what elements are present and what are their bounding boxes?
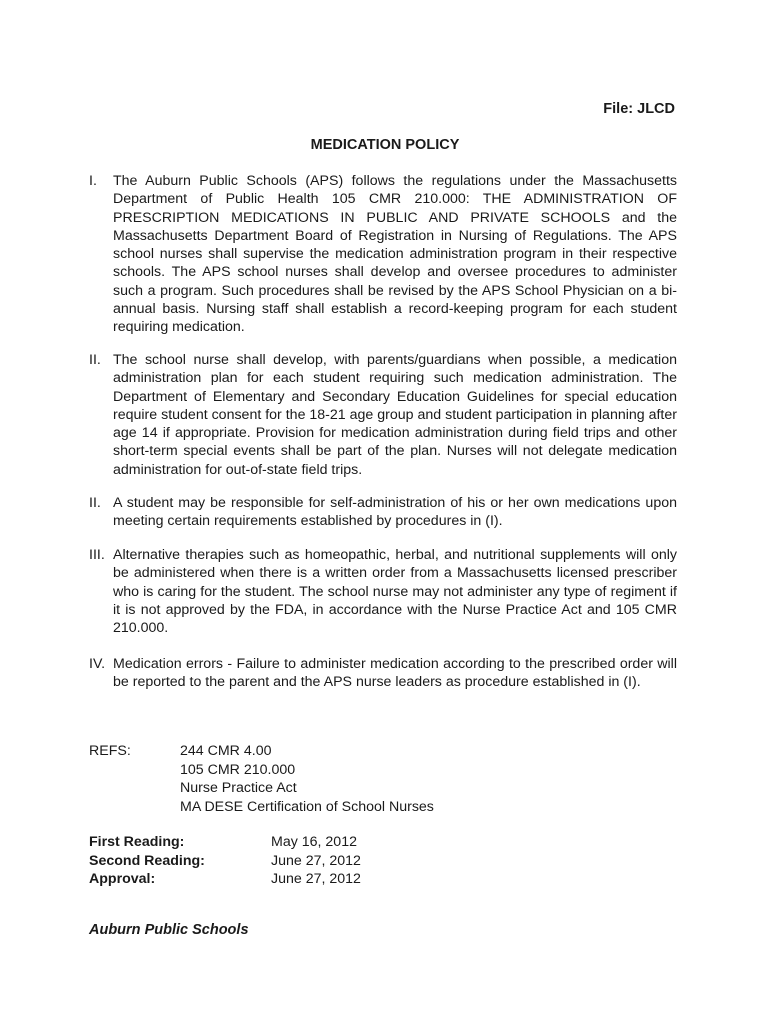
references-list [180,742,434,816]
section-numeral: II. [89,495,101,511]
references-label: REFS: [89,743,131,759]
reading-row-second [89,852,489,871]
policy-section-2 [89,351,677,479]
readings-block [89,833,489,889]
section-text: The school nurse shall develop, with parents/guardians when possible, a medication administration plan for each student requiring such medication administration. The Department of Elementary and Secondary Education Guidelines for special education require student consent for the 18-21 age group and student participation in planning after age 14 if appropriate. Provision for medication administration during field trips and other short-term special events shall be part of the plan. Nurses will not delegate medication administration for out-of-state field trips. [113,352,677,478]
policy-section-1 [89,172,677,337]
reference-item: 244 CMR 4.00 [180,743,272,759]
reading-label: Approval: [89,871,156,888]
reading-date: June 27, 2012 [271,871,361,888]
reading-date: May 16, 2012 [271,834,357,850]
section-text: The Auburn Public Schools (APS) follows the regulations under the Massachusetts Department of Public Health 105 CMR 210.000: THE ADMINISTRATION OF PRESCRIPTION MEDICATIONS IN PUBLIC AND PRIVATE SCHOOLS and the Massachusetts Department Board of Registration in Nursing of Regulations. The APS school nurses shall supervise the medication administration program in their respective schools. The APS school nurses shall develop and oversee procedures to administer such a program. Such procedures shall be revised by the APS School Physician on a bi-annual basis. Nursing staff shall establish a record-keeping program for each student requiring medication. [113,173,677,336]
section-text: Alternative therapies such as homeopathic, herbal, and nutritional supplements will only be administered when there is a written order from a Massachusetts licensed prescriber who is caring for the student. The school nurse may not administer any type of regiment if it is not approved by the FDA, in accordance with the Nurse Practice Act and 105 CMR 210.000. [113,547,677,637]
section-numeral: II. [89,352,101,368]
section-text: Medication errors - Failure to administer medication according to the prescribed order will be reported to the parent and the APS nurse leaders as procedure established in (I). [113,656,677,691]
section-numeral: I. [89,173,97,189]
reading-date: June 27, 2012 [271,852,361,869]
reference-item: 105 CMR 210.000 [180,761,296,778]
policy-section-3 [89,494,677,531]
section-numeral: IV. [89,656,106,672]
section-numeral: III. [89,547,105,563]
organization-name: Auburn Public Schools [89,922,249,938]
reading-row-approval [89,870,489,889]
file-reference: File: JLCD [603,101,675,117]
reference-item: Nurse Practice Act [180,780,297,797]
reading-label: Second Reading: [89,852,205,869]
reference-item: MA DESE Certification of School Nurses [180,798,434,815]
section-text: A student may be responsible for self-administration of his or her own medications upon meeting certain requirements established by procedures in (I). [113,495,677,530]
reading-label: First Reading: [89,834,185,850]
policy-section-5 [89,655,677,692]
policy-section-4 [89,546,677,637]
page-title: MEDICATION POLICY [310,137,460,153]
reading-row-first [89,833,489,852]
